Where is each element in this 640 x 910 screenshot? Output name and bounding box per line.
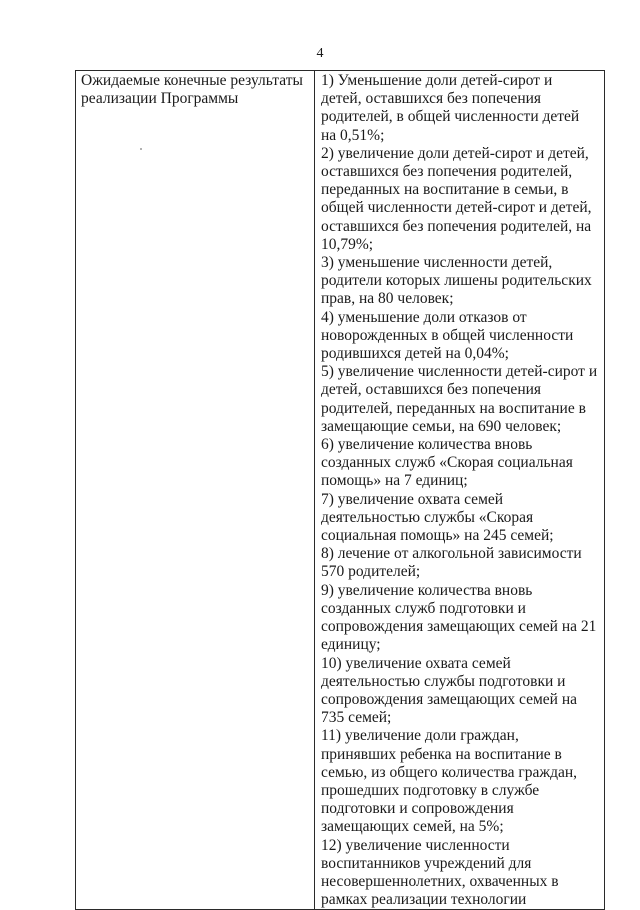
result-line: деятельностью службы подготовки и bbox=[321, 672, 566, 690]
result-line: оставшихся без попечения родителей, bbox=[321, 163, 573, 181]
result-line: деятельностью службы «Скорая bbox=[321, 508, 534, 526]
label-cell-text bbox=[76, 71, 314, 108]
result-line: замещающие семьи, на 690 человек; bbox=[321, 417, 562, 435]
result-line: родителей, в общей численности детей bbox=[321, 108, 580, 126]
result-line: подготовки и сопровождения bbox=[321, 800, 514, 818]
result-line: прошедших подготовку в службе bbox=[321, 781, 540, 799]
result-line: 10) увеличение охвата семей bbox=[321, 654, 511, 672]
result-line: 735 семей; bbox=[321, 709, 392, 727]
result-line: семью, из общего количества граждан, bbox=[321, 763, 578, 781]
result-line: созданных служб «Скорая социальная bbox=[321, 454, 573, 472]
result-line: сопровождения замещающих семей на bbox=[321, 690, 577, 708]
result-line: оставшихся без попечения родителей, на bbox=[321, 217, 592, 235]
results-table bbox=[75, 70, 605, 910]
result-line: 6) увеличение количества вновь bbox=[321, 436, 533, 454]
result-line: 12) увеличение численности bbox=[321, 836, 510, 854]
result-line: 4) уменьшение доли отказов от bbox=[321, 308, 527, 326]
label-line: Ожидаемые конечные результаты bbox=[81, 72, 303, 89]
result-line: принявших ребенка на воспитание в bbox=[321, 745, 562, 763]
label-line: реализации Программы bbox=[81, 90, 239, 107]
results-cell-text bbox=[315, 71, 604, 909]
result-line: 3) уменьшение численности детей, bbox=[321, 254, 553, 272]
result-line: 9) увеличение количества вновь bbox=[321, 581, 533, 599]
result-line: общей численности детей-сирот и детей, bbox=[321, 199, 592, 217]
result-line: 570 родителей; bbox=[321, 563, 421, 581]
result-line: замещающих семей, на 5%; bbox=[321, 818, 504, 836]
result-line: родившихся детей на 0,04%; bbox=[321, 345, 509, 363]
result-line: 7) увеличение охвата семей bbox=[321, 490, 504, 508]
result-line: родителей, переданных на воспитание в bbox=[321, 399, 586, 417]
result-line: воспитанников учреждений для bbox=[321, 854, 532, 872]
result-line: детей, оставшихся без попечения bbox=[321, 90, 542, 108]
result-line: 8) лечение от алкогольной зависимости bbox=[321, 545, 582, 563]
result-line: 2) увеличение доли детей-сирот и детей, bbox=[321, 144, 589, 162]
result-line: прав, на 80 человек; bbox=[321, 290, 454, 308]
result-line: детей, оставшихся без попечения bbox=[321, 381, 542, 399]
result-line: несовершеннолетних, охваченных в bbox=[321, 872, 559, 890]
result-line: созданных служб подготовки и bbox=[321, 599, 526, 617]
result-line: сопровождения замещающих семей на 21 bbox=[321, 618, 597, 636]
results-cell bbox=[315, 71, 605, 910]
result-line: единицу; bbox=[321, 636, 381, 654]
result-line: родители которых лишены родительских bbox=[321, 272, 592, 290]
result-line: рамках реализации технологии bbox=[321, 891, 527, 909]
result-line: на 0,51%; bbox=[321, 126, 385, 144]
result-line: 11) увеличение доли граждан, bbox=[321, 727, 519, 745]
result-line: новорожденных в общей численности bbox=[321, 326, 574, 344]
result-line: 10,79%; bbox=[321, 235, 374, 253]
result-line: 1) Уменьшение доли детей-сирот и bbox=[321, 72, 553, 89]
label-cell bbox=[76, 71, 315, 910]
result-line: социальная помощь» на 245 семей; bbox=[321, 527, 554, 545]
page-number: 4 bbox=[316, 46, 324, 61]
result-line: помощь» на 7 единиц; bbox=[321, 472, 468, 490]
result-line: 5) увеличение численности детей-сирот и bbox=[321, 363, 598, 381]
table-row bbox=[76, 71, 605, 910]
result-line: переданных на воспитание в семьи, в bbox=[321, 181, 569, 199]
